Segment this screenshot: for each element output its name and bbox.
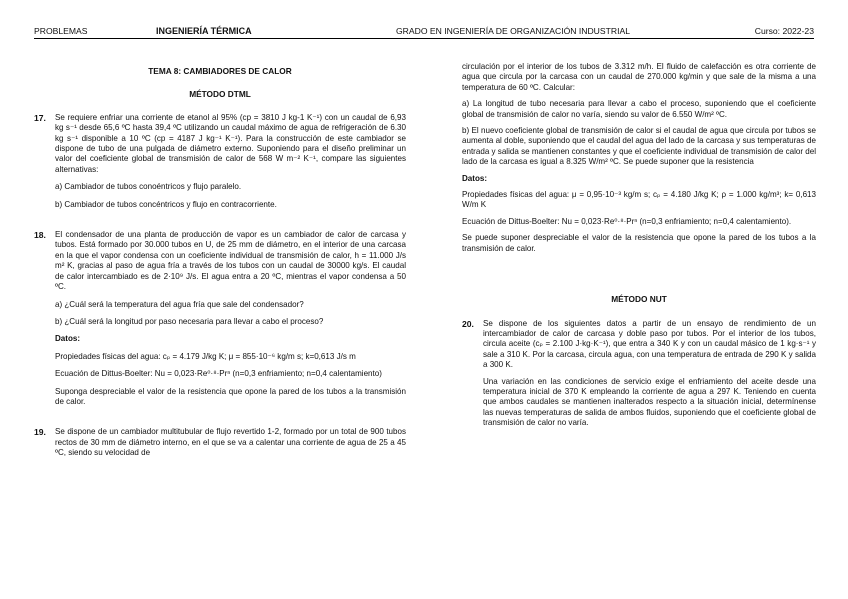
page-header <box>34 24 814 39</box>
problem-statement: Se dispone de los siguientes datos a partir de un ensayo de rendimiento de un intercambiador de calor de carcasa y doble paso por tubos. Por el interior de los tubos, circula aceite (cₚ = 2.100 J·kg·K⁻¹), que entra a 340 K y con un caudal másico de 1 kg·s⁻¹ y sale a 310 K. Por la carcasa, circula agua, con una temperatura de entrada de 290 K y salida a 300 K. <box>483 318 816 370</box>
header-course: Curso: 2022-23 <box>754 26 814 36</box>
datos-equation: Ecuación de Dittus-Boelter: Nu = 0,023·Re⁰·⁸·Prⁿ (n=0,3 enfriamiento; n=0,4 calentamiento) <box>55 369 382 379</box>
problem-part-a: a) ¿Cuál será la temperatura del agua fría que sale del condensador? <box>55 299 304 309</box>
problem-statement-2: Una variación en las condiciones de servicio exige el enfriamiento del aceite desde una temperatura inicial de 370 K empleando la corriente de agua a 297 K. Teniendo en cuenta que ambos caudales se mantienen inalterados respecto a la situación inicial, determínense las nuevas temperaturas de salida de ambos fluidos, suponiendo que el coeficiente global de transmisión de calor no varía. <box>483 376 816 428</box>
left-column <box>34 62 406 466</box>
problem-body <box>55 230 406 414</box>
datos-note: Se puede suponer despreciable el valor de la resistencia que opone la pared de los tubos a la transmisión de calor. <box>462 233 816 253</box>
problem-19-continued: circulación por el interior de los tubos de 3.312 m/h. El fluido de calefacción es otra corriente de agua que circula por la carcasa con un caudal de 270.000 kg/min y que sale de la misma a una temperatura de 60 ºC. Calcular: <box>462 62 816 92</box>
datos-note: Suponga despreciable el valor de la resistencia que opone la pared de los tubos a la transmisión de calor. <box>55 386 406 406</box>
problem-part-b: b) ¿Cuál será la longitud por paso necesaria para llevar a cabo el proceso? <box>55 316 324 326</box>
problem-20 <box>462 319 816 435</box>
problem-19 <box>34 427 406 465</box>
right-column <box>462 62 816 435</box>
problem-body <box>55 113 406 217</box>
problem-statement: Se dispone de un cambiador multitubular de flujo revertido 1-2, formado por un total de 900 tubos rectos de 30 mm de diámetro interno, en el que se va a calentar una corriente de agua de 25 a 45 ºC, siendo su velocidad de <box>55 427 406 458</box>
header-degree: GRADO EN INGENIERÍA DE ORGANIZACIÓN INDUSTRIAL <box>396 26 630 36</box>
problem-number: 18. <box>34 230 46 241</box>
problem-19-part-b: b) El nuevo coeficiente global de transmisión de calor si el caudal de agua que circula por tubos se aumenta al doble, suponiendo que el caudal del agua del lado de la carcasa y sus temperaturas de entrada y salida se mantienen constantes y que el coeficiente individual de transmisión de calor del lado de la carcasa es igual a 8.325 W/m² ºC. Se puede suponer que la resistencia <box>462 126 816 167</box>
tema-title: TEMA 8: CAMBIADORES DE CALOR <box>148 66 292 76</box>
problem-statement: Se requiere enfriar una corriente de etanol al 95% (cp = 3810 J kg-1 K⁻¹) con un caudal de 6,93 kg s⁻¹ desde 65,6 ºC hasta 39,4 ºC utilizando un caudal máximo de agua de refrigeración de 6.30 kg s⁻¹ disponible a 10 ºC (cp = 4187 J kg⁻¹ K⁻¹). Para la construcción de este cambiador se dispone de tubo de una pulgada de diámetro externo. Suponiendo para el diseño preliminar un valor del coeficiente global de transmisión de calor de 568 W m⁻² K⁻¹, compare las siguientes alternativas: <box>55 112 406 174</box>
method-dtml-title: MÉTODO DTML <box>189 89 251 100</box>
problem-body <box>55 427 406 465</box>
problem-18 <box>34 230 406 414</box>
problem-19-part-a: a) La longitud de tubo necesaria para llevar a cabo el proceso, suponiendo que el coeficiente global de transmisión de calor no varía, siendo su valor de 6.550 W/m² ºC. <box>462 99 816 119</box>
problem-number: 20. <box>462 318 474 329</box>
header-section-label: PROBLEMAS <box>34 26 88 36</box>
problem-number: 17. <box>34 112 46 123</box>
method-nut-title: MÉTODO NUT <box>611 294 667 305</box>
datos-equation: Ecuación de Dittus-Boelter: Nu = 0,023·Re⁰·⁸·Prⁿ (n=0,3 enfriamiento; n=0,4 calentamiento). <box>462 216 792 226</box>
header-subject: INGENIERÍA TÉRMICA <box>156 26 252 36</box>
problem-part-b: b) Cambiador de tubos concéntricos y flujo en contracorriente. <box>55 199 277 209</box>
problem-statement: El condensador de una planta de producción de vapor es un cambiador de calor de carcasa y tubos. Está formado por 30.000 tubos en U, de 25 mm de diámetro, en el interior de una carcasa en la que el vapor condensa con un coeficiente individual de transmisión de calor, h = 11.000 J/s m² K, gracias al paso de agua fría a través de los tubos con un caudal de 30000 kg/s. El caudal de calor intercambiado es de 2·10⁹ J/s. El agua entra a 20 ºC, mientras el vapor condensa a 50 ºC. <box>55 230 406 292</box>
problem-17 <box>34 113 406 217</box>
problem-number: 19. <box>34 427 46 438</box>
datos-label: Datos: <box>55 334 81 344</box>
datos-properties: Propiedades físicas del agua: μ = 0,95·10⁻³ kg/m s; cₚ = 4.180 J/kg K; ρ = 1.000 kg/m³; k= 0,613 W/m K <box>462 190 816 210</box>
datos-properties: Propiedades físicas del agua: cₚ = 4.179 J/kg K; μ = 855·10⁻⁶ kg/m s; k=0,613 J/s m <box>55 351 356 361</box>
problem-body <box>483 319 816 435</box>
problem-part-a: a) Cambiador de tubos conoéntricos y flujo paralelo. <box>55 182 242 192</box>
datos-label: Datos: <box>462 173 488 183</box>
